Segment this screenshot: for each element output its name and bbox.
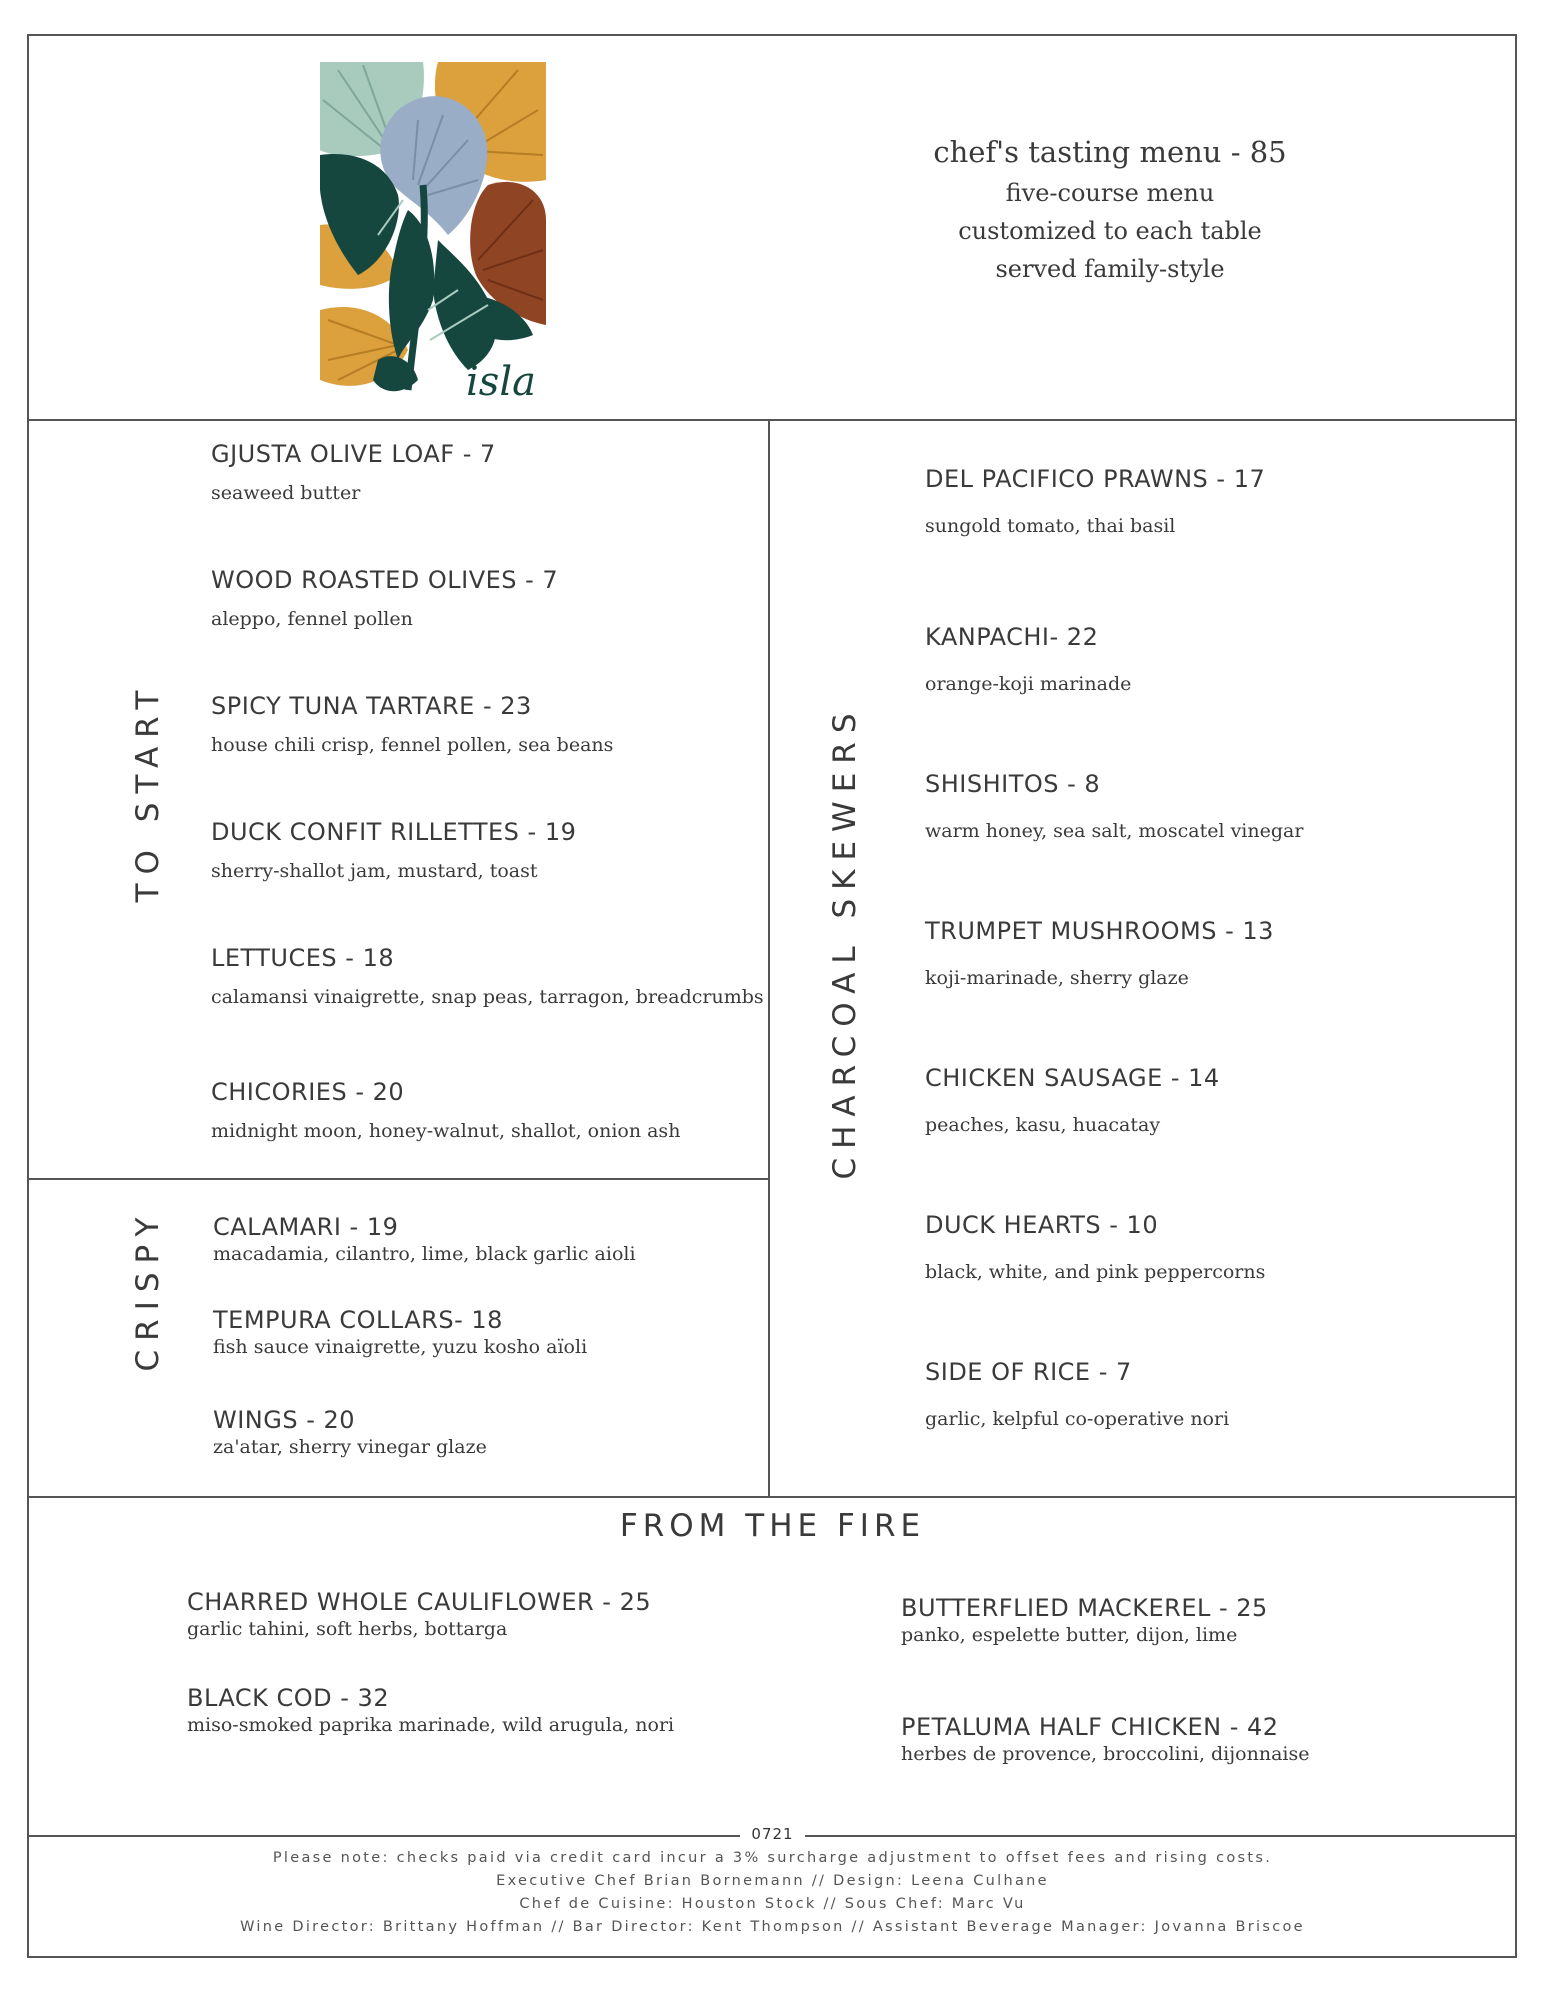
footer-note-line: Chef de Cuisine: Houston Stock // Sous Chef: Marc Vu <box>519 1896 1026 1912</box>
menu-item <box>925 1211 1265 1283</box>
section-title-from-the-fire: FROM THE FIRE <box>619 1508 926 1544</box>
menu-item <box>187 1684 674 1736</box>
menu-item-desc: midnight moon, honey-walnut, shallot, onion ash <box>211 1120 681 1142</box>
menu-item-name: DUCK CONFIT RILLETTES - 19 <box>211 818 577 846</box>
menu-item-desc: aleppo, fennel pollen <box>211 608 413 630</box>
menu-item-desc: garlic tahini, soft herbs, bottarga <box>187 1618 508 1640</box>
footer-notes <box>30 1847 1515 1939</box>
menu-item <box>213 1213 636 1265</box>
menu-item-name: CHARRED WHOLE CAULIFLOWER - 25 <box>187 1588 652 1616</box>
menu-item <box>901 1594 1268 1646</box>
menu-item-name: LETTUCES - 18 <box>211 944 395 972</box>
menu-item <box>901 1713 1309 1765</box>
column-divider <box>768 420 770 1497</box>
menu-item-desc: peaches, kasu, huacatay <box>925 1114 1161 1136</box>
menu-item <box>211 440 496 504</box>
svg-text:isla: isla <box>466 359 536 405</box>
tasting-menu-title: chef's tasting menu - 85 <box>933 135 1287 169</box>
menu-item-desc: house chili crisp, fennel pollen, sea beans <box>211 734 614 756</box>
tasting-menu-line: served family-style <box>995 255 1225 283</box>
menu-item-desc: garlic, kelpful co-operative nori <box>925 1408 1230 1430</box>
menu-item <box>213 1406 487 1458</box>
menu-item-name: CHICORIES - 20 <box>211 1078 405 1106</box>
menu-code: 0721 <box>740 1825 805 1843</box>
menu-item-desc: za'atar, sherry vinegar glaze <box>213 1436 487 1458</box>
menu-item-name: WINGS - 20 <box>213 1406 356 1434</box>
menu-item <box>211 818 576 882</box>
menu-item-desc: macadamia, cilantro, lime, black garlic aioli <box>213 1243 636 1265</box>
menu-item-name: CALAMARI - 19 <box>213 1213 399 1241</box>
footer-note-line: Executive Chef Brian Bornemann // Design: Leena Culhane <box>496 1873 1049 1889</box>
menu-item-desc: panko, espelette butter, dijon, lime <box>901 1624 1238 1646</box>
menu-item <box>925 465 1265 537</box>
menu-item-name: BLACK COD - 32 <box>187 1684 390 1712</box>
menu-item-name: DUCK HEARTS - 10 <box>925 1211 1159 1239</box>
menu-item-name: SIDE OF RICE - 7 <box>925 1358 1132 1386</box>
tasting-menu-line: five-course menu <box>1005 179 1215 207</box>
menu-item-desc: fish sauce vinaigrette, yuzu kosho aïoli <box>213 1336 588 1358</box>
menu-item-name: PETALUMA HALF CHICKEN - 42 <box>901 1713 1279 1741</box>
menu-item-name: BUTTERFLIED MACKEREL - 25 <box>901 1594 1268 1622</box>
menu-item <box>925 623 1131 695</box>
menu-item <box>187 1588 651 1640</box>
tasting-menu-line: customized to each table <box>958 217 1262 245</box>
menu-item-name: KANPACHI- 22 <box>925 623 1099 651</box>
menu-item <box>211 1078 680 1142</box>
menu-item-desc: sungold tomato, thai basil <box>925 515 1176 537</box>
footer-note-line: Please note: checks paid via credit card incur a 3% surcharge adjustment to offset fees and rising costs. <box>272 1850 1273 1866</box>
menu-item-desc: seaweed butter <box>211 482 361 504</box>
menu-item <box>925 1358 1229 1430</box>
menu-item-name: GJUSTA OLIVE LOAF - 7 <box>211 440 496 468</box>
menu-item-name: DEL PACIFICO PRAWNS - 17 <box>925 465 1266 493</box>
menu-item-desc: calamansi vinaigrette, snap peas, tarragon, breadcrumbs <box>211 986 764 1008</box>
menu-item <box>211 692 613 756</box>
menu-item <box>925 917 1274 989</box>
section-label-to-start: TO START <box>130 681 166 903</box>
menu-item-name: TEMPURA COLLARS- 18 <box>213 1306 503 1334</box>
menu-item-desc: black, white, and pink peppercorns <box>925 1261 1266 1283</box>
menu-item <box>925 770 1303 842</box>
menu-item-name: WOOD ROASTED OLIVES - 7 <box>211 566 559 594</box>
menu-item <box>211 944 764 1008</box>
menu-item-name: SPICY TUNA TARTARE - 23 <box>211 692 532 720</box>
footer-note-line: Wine Director: Brittany Hoffman // Bar Director: Kent Thompson // Assistant Beverage Manager: Jovanna Briscoe <box>240 1919 1305 1935</box>
section-label-crispy: CRISPY <box>130 1208 166 1372</box>
menu-item-name: TRUMPET MUSHROOMS - 13 <box>925 917 1274 945</box>
isla-logo <box>318 60 548 420</box>
menu-item-desc: koji-marinade, sherry glaze <box>925 967 1189 989</box>
menu-item-name: CHICKEN SAUSAGE - 14 <box>925 1064 1220 1092</box>
fire-divider <box>27 1496 1517 1498</box>
menu-item <box>211 566 558 630</box>
menu-item-desc: orange-koji marinade <box>925 673 1132 695</box>
section-label-charcoal-skewers: CHARCOAL SKEWERS <box>827 704 863 1180</box>
menu-item-desc: warm honey, sea salt, moscatel vinegar <box>925 820 1304 842</box>
menu-item <box>213 1306 587 1358</box>
menu-item <box>925 1064 1220 1136</box>
menu-item-desc: herbes de provence, broccolini, dijonnaise <box>901 1743 1310 1765</box>
menu-item-name: SHISHITOS - 8 <box>925 770 1101 798</box>
tasting-menu-block <box>900 130 1320 288</box>
menu-item-desc: miso-smoked paprika marinade, wild arugula, nori <box>187 1714 675 1736</box>
header-divider <box>27 419 1517 421</box>
menu-item-desc: sherry-shallot jam, mustard, toast <box>211 860 538 882</box>
